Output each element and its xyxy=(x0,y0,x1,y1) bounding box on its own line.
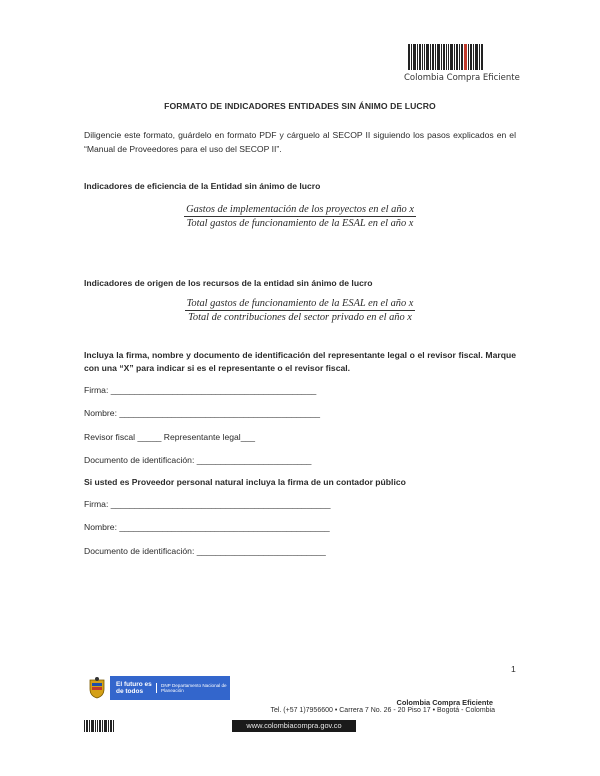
efficiency-heading: Indicadores de eficiencia de la Entidad sin ánimo de lucro xyxy=(84,181,321,191)
logo-barcode-icon xyxy=(408,44,516,70)
intro-paragraph: Diligencie este formato, guárdelo en formato PDF y cárguelo al SECOP II siguiendo los pasos explicados en el “Manual de Proveedores para el uso del SECOP II”. xyxy=(84,130,516,154)
logo-text: Colombia Compra Eficiente xyxy=(404,73,520,83)
document-title: FORMATO DE INDICADORES ENTIDADES SIN ÁNIMO DE LUCRO xyxy=(164,101,436,111)
footer-website-link[interactable]: www.colombiacompra.gov.co xyxy=(232,720,356,732)
gov-banner xyxy=(110,676,230,700)
accountant-id-document-field[interactable]: Documento de identificación: ___________________________ xyxy=(84,546,326,556)
origin-numerator: Total gastos de funcionamiento de la ESAL en el año x xyxy=(186,298,414,309)
name-field[interactable]: Nombre: __________________________________________ xyxy=(84,408,321,418)
footer-org-name: Colombia Compra Eficiente xyxy=(396,698,493,707)
natural-person-heading: Si usted es Proveedor personal natural incluya la firma de un contador público xyxy=(84,477,406,487)
id-document-field[interactable]: Documento de identificación: ________________________ xyxy=(84,455,312,465)
role-selection-field[interactable]: Revisor fiscal _____ Representante legal___ xyxy=(84,432,256,442)
badge-slogan: El futuro es de todos xyxy=(116,681,152,695)
footer-contact: Tel. (+57 1)7956600 • Carrera 7 No. 26 - 20 Piso 17 • Bogotá - Colombia xyxy=(270,707,495,714)
origin-denominator: Total de contribuciones del sector privado en el año x xyxy=(188,312,412,323)
origin-heading: Indicadores de origen de los recursos de la entidad sin ánimo de lucro xyxy=(84,278,373,288)
accountant-signature-field[interactable]: Firma: ______________________________________________ xyxy=(84,499,331,509)
accountant-name-field[interactable]: Nombre: ____________________________________________ xyxy=(84,522,330,532)
footer-barcode-icon xyxy=(84,720,114,732)
page-number: 1 xyxy=(511,664,516,674)
colombia-compra-logo xyxy=(404,44,520,86)
efficiency-denominator: Total gastos de funcionamiento de la ESAL en el año x xyxy=(186,218,414,229)
signature-instruction: Incluya la firma, nombre y documento de identificación del representante legal o el revisor fiscal. Marque con una “X” para indicar si es el representante o el revisor fiscal. xyxy=(84,350,516,373)
dnp-label: DNP Departamento Nacional de Planeación xyxy=(156,683,230,693)
efficiency-formula xyxy=(84,204,516,229)
efficiency-numerator: Gastos de implementación de los proyectos en el año x xyxy=(186,204,414,215)
government-badge xyxy=(84,674,232,702)
origin-formula xyxy=(84,298,516,323)
signature-field[interactable]: Firma: ___________________________________________ xyxy=(84,385,317,395)
coat-of-arms-icon xyxy=(84,675,110,701)
